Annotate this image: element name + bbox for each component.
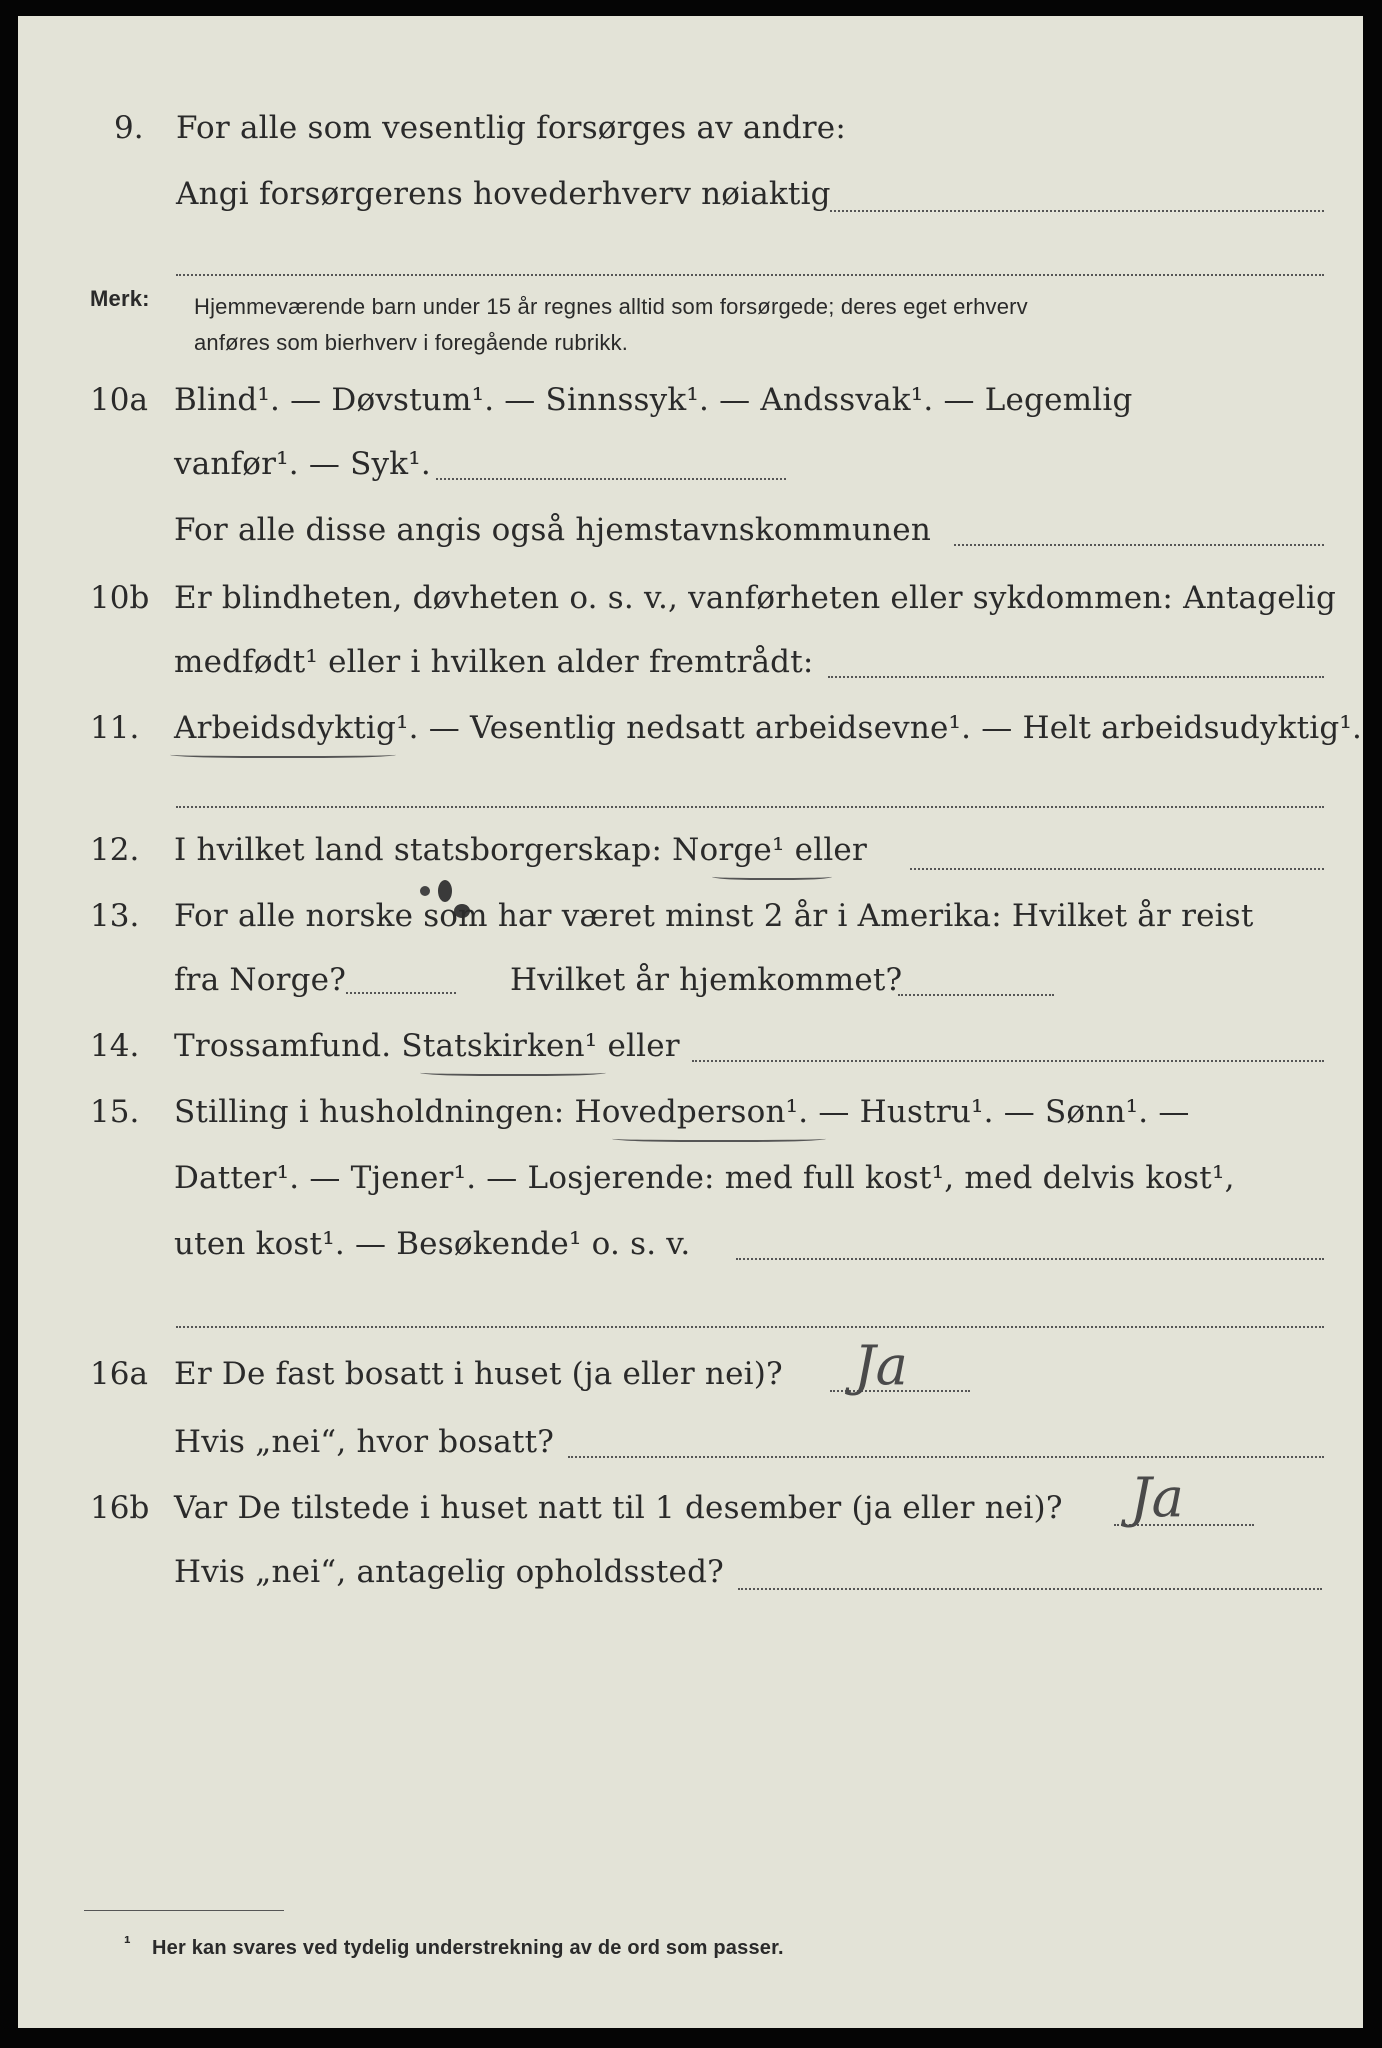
q16b-line2: Hvis „nei“, antagelig opholdssted? [174,1554,724,1590]
q10b-line2: medfødt¹ eller i hvilken alder fremtrådt: [174,644,814,680]
q12-line1: I hvilket land statsborgerskap: Norge¹ eller [174,832,867,868]
q10a-syk-answer-line[interactable] [436,478,786,480]
q10a-number: 10a [90,382,148,418]
q16b-line1: Var De tilstede i huset natt til 1 desember (ja eller nei)? [174,1490,1063,1526]
q14-line1: Trossamfund. Statskirken¹ eller [174,1028,680,1064]
q9-answer-line[interactable] [830,210,1324,212]
q10a-line2: vanfør¹. — Syk¹. [174,446,431,482]
q11-answer-line[interactable] [176,806,1324,808]
q9-line1: For alle som vesentlig forsørges av andre: [176,110,846,146]
q10a-line1: Blind¹. — Døvstum¹. — Sinnssyk¹. — Andssvak¹. — Legemlig [174,382,1133,418]
q13-reist-answer-line[interactable] [346,992,456,994]
q10b-answer-line[interactable] [828,676,1324,678]
q10a-kommune-answer-line[interactable] [954,544,1324,546]
q14-answer-line[interactable] [692,1060,1324,1062]
q16b-opholdssted-answer-line[interactable] [738,1588,1322,1590]
q16b-number: 16b [90,1490,150,1526]
q15-number: 15. [90,1094,140,1130]
q16a-line1: Er De fast bosatt i huset (ja eller nei)? [174,1356,783,1392]
merk-line1: Hjemmeværende barn under 15 år regnes alltid som forsørgede; deres eget erhverv [194,294,1028,319]
q15-handwritten-underline [612,1134,826,1142]
q9-answer-line-2[interactable] [176,274,1324,276]
q13-number: 13. [90,898,140,934]
q12-number: 12. [90,832,140,868]
q15-line3: uten kost¹. — Besøkende¹ o. s. v. [174,1226,691,1262]
q14-handwritten-underline [420,1068,606,1076]
q10b-number: 10b [90,580,150,616]
q13-line2a: fra Norge? [174,962,347,998]
q15-line1: Stilling i husholdningen: Hovedperson¹. — Hustru¹. — Sønn¹. — [174,1094,1190,1130]
q12-handwritten-underline [712,872,832,880]
q11-number: 11. [90,710,140,746]
footnote-text: Her kan svares ved tydelig understrekning av de ord som passer. [152,1937,784,1959]
q11-line1: Arbeidsdyktig¹. — Vesentlig nedsatt arbeidsevne¹. — Helt arbeidsudyktig¹. [174,710,1363,746]
footnote-rule [84,1910,284,1911]
form-page [18,16,1363,2028]
q10a-line3: For alle disse angis også hjemstavnskommunen [174,512,931,548]
q10b-line1: Er blindheten, døvheten o. s. v., vanførheten eller sykdommen: Antagelig [174,580,1337,616]
q9-number: 9. [114,110,144,146]
q13-line1: For alle norske som har været minst 2 år i Amerika: Hvilket år reist [174,898,1254,934]
merk-line2: anføres som bierhverv i foregående rubrikk. [194,330,629,355]
q11-handwritten-underline [170,750,396,758]
q16a-handwritten-answer: Ja [854,1334,908,1397]
q12-answer-line[interactable] [910,868,1324,870]
q13-line2b: Hvilket år hjemkommet? [510,962,903,998]
footnote-mark: ¹ [124,1933,131,1955]
q14-number: 14. [90,1028,140,1064]
q15-answer-line[interactable] [736,1258,1324,1260]
q9-line2: Angi forsørgerens hovederhverv nøiaktig [176,176,831,212]
q16a-line2: Hvis „nei“, hvor bosatt? [174,1424,555,1460]
q16a-number: 16a [90,1356,148,1392]
q15-answer-line-2[interactable] [176,1326,1324,1328]
q16a-bosatt-answer-line[interactable] [568,1456,1324,1458]
q16b-handwritten-answer: Ja [1130,1466,1184,1529]
q13-hjemkommet-answer-line[interactable] [898,994,1054,996]
merk-label: Merk: [90,286,150,311]
q15-line2: Datter¹. — Tjener¹. — Losjerende: med full kost¹, med delvis kost¹, [174,1160,1235,1196]
